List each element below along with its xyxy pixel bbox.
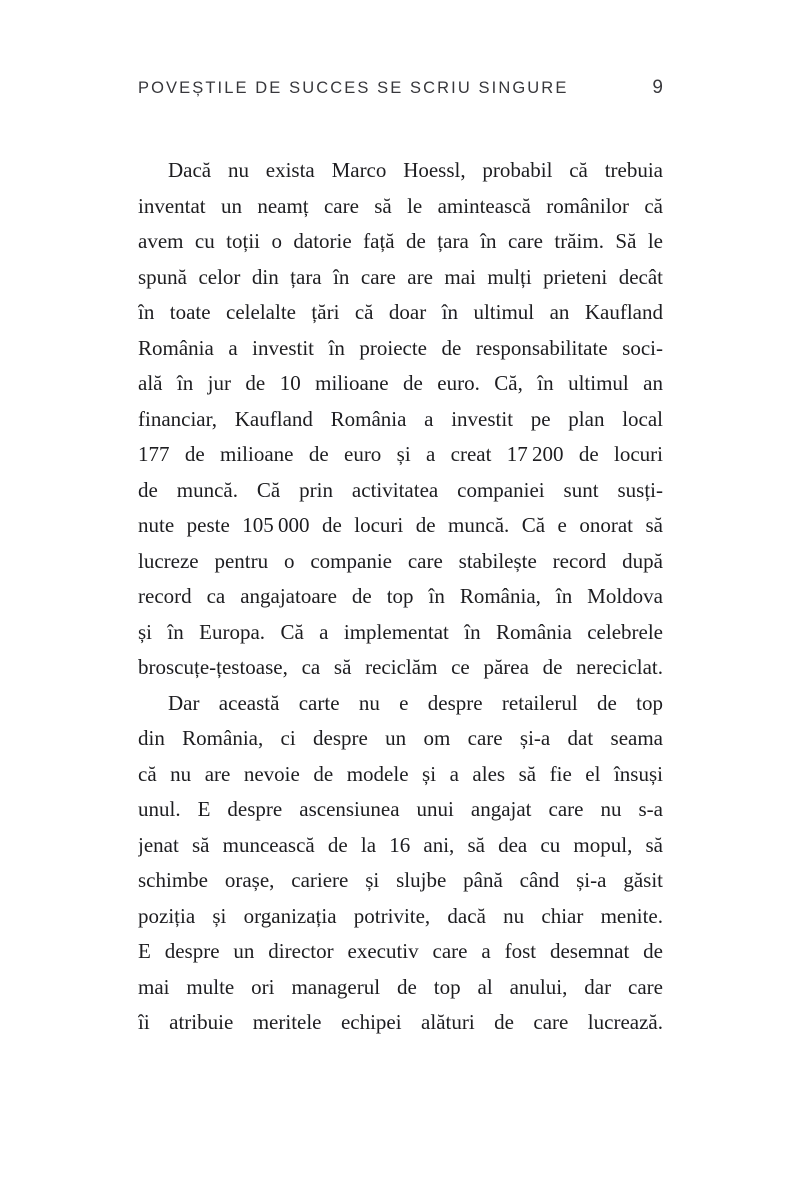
text-line: inventat un neamț care să le amintească românilor că xyxy=(138,193,663,218)
text-line: avem cu toții o datorie față de țara în care trăim. Să le xyxy=(138,229,663,253)
text-line: Dar această carte nu e despre retailerul de top xyxy=(168,690,663,715)
text-line: financiar, Kaufland România a investit pe plan local xyxy=(138,406,663,431)
text-line: din România, ci despre un om care și-a dat seama xyxy=(138,726,663,750)
text-line: schimbe orașe, cariere și slujbe până când și-a găsit xyxy=(138,868,663,892)
text-line: jenat să muncească de la 16 ani, să dea cu mopul, să xyxy=(138,832,663,857)
paragraph xyxy=(138,686,663,1041)
text-line: România a investit în proiecte de responsabilitate soci- xyxy=(138,335,663,360)
text-line: record ca angajatoare de top în România, în Moldova xyxy=(138,584,663,608)
text-line: că nu are nevoie de modele și a ales să fie el însuși xyxy=(138,761,663,786)
text-line: Dacă nu exista Marco Hoessl, probabil că trebuia xyxy=(168,158,663,182)
running-title: POVEȘTILE DE SUCCES SE SCRIU SINGURE xyxy=(138,79,569,97)
text-line: îi atribuie meritele echipei alături de care lucrează. xyxy=(138,1010,663,1034)
page-number: 9 xyxy=(652,77,663,98)
text-line: broscuțe-țestoase, ca să reciclăm ce părea de nereciclat. xyxy=(138,655,663,679)
paragraph xyxy=(138,153,663,686)
text-line: E despre un director executiv care a fost desemnat de xyxy=(138,939,663,963)
text-line: poziția și organizația potrivite, dacă nu chiar menite. xyxy=(138,903,663,928)
text-line: de muncă. Că prin activitatea companiei sunt susți- xyxy=(138,477,663,502)
page-header xyxy=(138,77,663,99)
text-line: 177 de milioane de euro și a creat 17 200 de locuri xyxy=(138,442,663,466)
text-line: în toate celelalte țări că doar în ultimul an Kaufland xyxy=(138,300,663,324)
text-line: mai multe ori managerul de top al anului, dar care xyxy=(138,974,663,999)
body-text xyxy=(138,153,663,1041)
text-line: spună celor din țara în care are mai mulți prieteni decât xyxy=(138,264,663,289)
text-line: ală în jur de 10 milioane de euro. Că, în ultimul an xyxy=(138,371,663,395)
text-line: lucreze pentru o companie care stabilește record după xyxy=(138,548,663,573)
text-line: nute peste 105 000 de locuri de muncă. Că e onorat să xyxy=(138,513,663,537)
text-line: unul. E despre ascensiunea unui angajat care nu s-a xyxy=(138,797,663,821)
text-line: și în Europa. Că a implementat în România celebrele xyxy=(138,619,663,644)
